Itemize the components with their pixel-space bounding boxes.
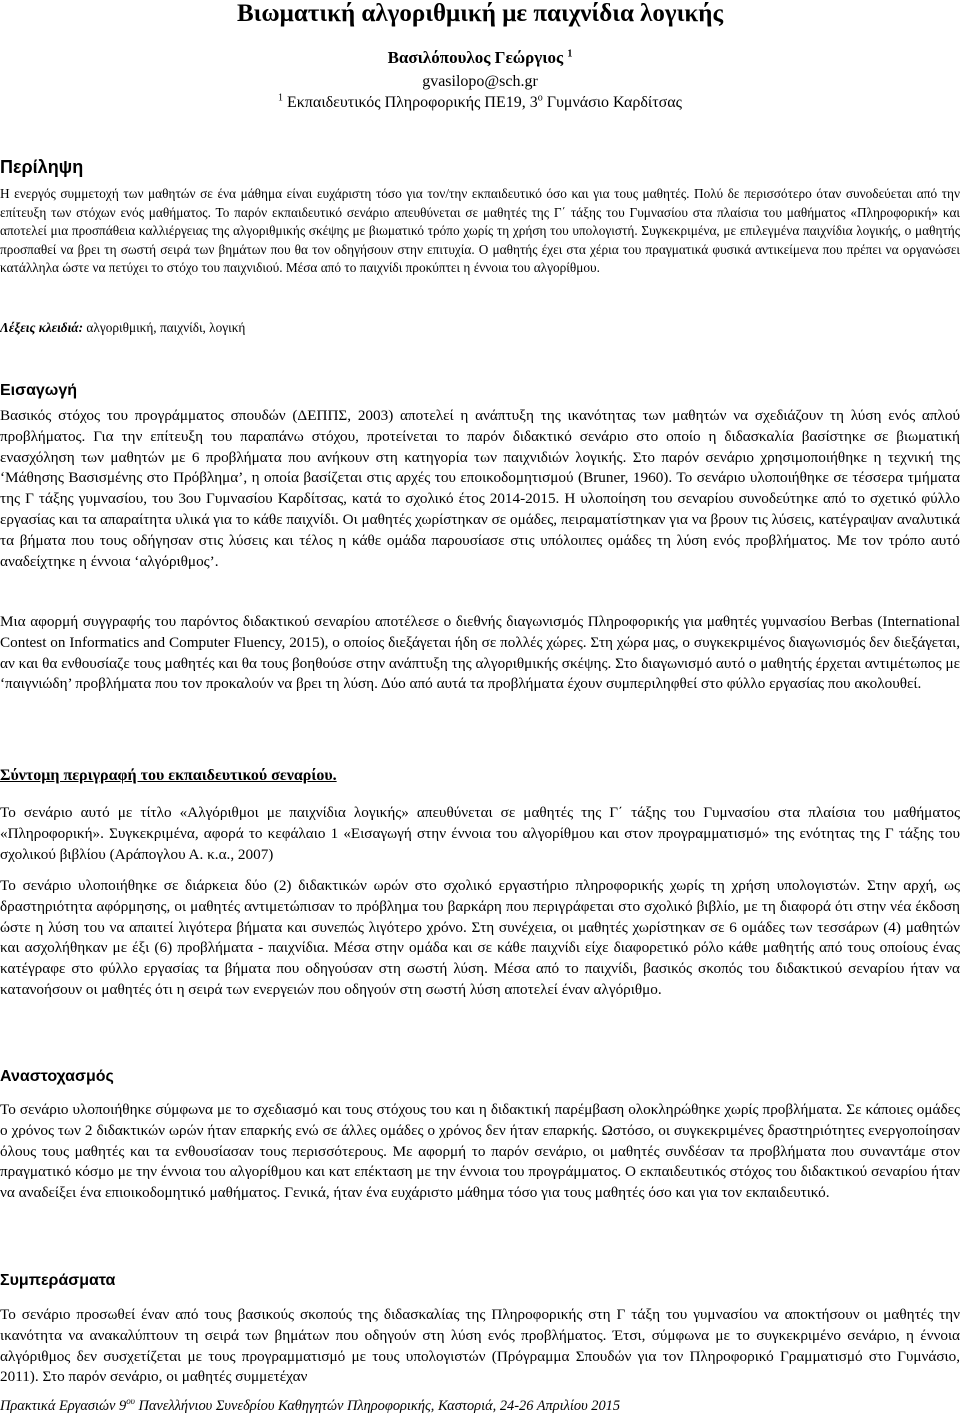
footer-rest: Πανελλήνιου Συνεδρίου Καθηγητών Πληροφορικής, Καστοριά, 24-26 Απριλίου 2015 bbox=[134, 1397, 621, 1414]
author-superscript: 1 bbox=[567, 48, 573, 60]
reflection-paragraph: Το σενάριο υλοποιήθηκε σύμφωνα με το σχεδιασμό και τους στόχους του και η διδακτική παρέμβαση ολοκληρώθηκε χωρίς προβλήματα. Σε κάποιες ομάδες ο χρόνος των 2 διδακτικών ωρών ήταν επαρκής ενώ σε άλλες ομάδες ο χρόνος δεν ήταν επαρκής. Ωστόσο, οι συγκεκριμένες δραστηριότητες ενεργοποίησαν όλους τους μαθητές και τα ενθουσίασαν τους περισσότερους. Με αφορμή το παρόν σενάριο, οι μαθητές συνδέσαν τα προβλήματα που συναντάμε στον πραγματικό κόσμο με την έννοια του αλγορίθμου και κατ επέκταση με την έννοια του προγράμματος. Ο εκπαιδευτικός στόχος του διδακτικού σεναρίου ήταν να αναδείξει ένα επιοικοδομητικό μαθήματος. Γενικά, ήταν ένα ευχάριστο μάθημα τόσο για τους μαθητές όσο και για τον εκπαιδευτικό. bbox=[0, 1101, 960, 1202]
reflection-heading: Αναστοχασμός bbox=[0, 1068, 114, 1085]
short-description-paragraph-1: Το σενάριο αυτό με τίτλο «Αλγόριθμοι με παιχνίδια λογικής» απευθύνεται σε μαθητές της Γ΄ τάξης του Γυμνασίου στα πλαίσια του μαθήματος «Πληροφορική». Συγκεκριμένα, αφορά το κεφάλαιο 1 «Εισαγωγή στην έννοια του αλγορίθμου και στον προγραμματισμό» της ενότητας της Γ τάξης του σχολικού βιβλίου (Αράπογλου Α. κ.α., 2007) bbox=[0, 804, 960, 863]
author-name: Βασιλόπουλος Γεώργιος bbox=[387, 48, 564, 67]
author-email[interactable]: gvasilopo@sch.gr bbox=[422, 73, 538, 90]
conclusions-heading: Συμπεράσματα bbox=[0, 1272, 116, 1289]
intro-heading: Εισαγωγή bbox=[0, 382, 77, 399]
affiliation-superscript: 1 bbox=[278, 92, 284, 104]
author-line bbox=[0, 48, 960, 68]
keywords-line bbox=[0, 319, 960, 337]
author-affiliation bbox=[0, 93, 960, 113]
affiliation-ordinal: ο bbox=[537, 92, 543, 104]
keywords-label: Λέξεις κλειδιά: bbox=[0, 320, 84, 335]
abstract-heading: Περίληψη bbox=[0, 157, 84, 177]
affiliation-school: Γυμνάσιο Καρδίτσας bbox=[542, 94, 682, 111]
short-description-paragraph-2: Το σενάριο υλοποιήθηκε σε διάρκεια δύο (2) διδακτικών ωρών στο σχολικό εργαστήριο πληροφορικής χωρίς τη χρήση υπολογιστών. Στην αρχή, ως δραστηριότητα αφόρμησης, οι μαθητές αντιμετώπισαν το πρόβλημα του βαρκάρη που περιγράφεται στο σχολικό βιβλίο, με τη διαφορά ότι στην νέα έκδοση ώστε η λύση του να απαιτεί λιγότερα βήματα και συνεπώς λιγότερο χρόνο. Στη συνέχεια, οι μαθητές χωρίστηκαν σε 6 ομάδες των τεσσάρων (4) μαθητών και ασχολήθηκαν με έξι (6) προβλήματα - παιχνίδια. Μέσα στην ομάδα και σε κάθε παιχνίδι είχε διαφορετικό ρόλο κάθε μαθητής από τους οποίους ένας κατέγραφε στο φύλλο εργασίας τα βήματα που οδηγούσαν στη σωστή λύση. Μέσα από το παιχνίδι, βασικός σκοπός του διδακτικού σεναρίου ήταν να κατανοήσουν οι μαθητές ότι η σειρά των ενεργειών που οδηγούν στη σωστή λύση αποτελεί έναν αλγόριθμο. bbox=[0, 877, 960, 998]
keywords-list: αλγοριθμική, παιχνίδι, λογική bbox=[83, 320, 246, 335]
short-description-heading: Σύντομη περιγραφή του εκπαιδευτικού σεναρίου. bbox=[0, 767, 337, 784]
footer-ordinal: ου bbox=[126, 1396, 135, 1406]
paper-title: Βιωματική αλγοριθμική με παιχνίδια λογικής bbox=[236, 0, 724, 27]
intro-paragraph-2: Μια αφορμή συγγραφής του παρόντος διδακτικού σεναρίου αποτέλεσε ο διεθνής διαγωνισμός Πληροφορικής για μαθητές γυμνασίου Berbas (International Contest on Informatics and Computer Fluency, 2015), ο οποίος διεξάγεται ήδη σε πολλές χώρες. Στη χώρα μας, ο συγκεκριμένος διαγωνισμός δεν διεξάγεται, αν και θα ενθουσίαζε τους μαθητές και θα τους βοηθούσε στην ανάπτυξη της αλγοριθμικής σκέψης. Στο διαγωνισμό αυτό ο μαθητής έρχεται αντιμέτωπος με ‘παιγνιώδη’ προβλήματα που τον προκαλούν να βρει τη λύση. Δύο από αυτά τα προβλήματα έχουν συμπεριληφθεί στο φύλλο εργασίας που ακολουθεί. bbox=[0, 613, 960, 693]
footer-prefix: Πρακτικά Εργασιών 9 bbox=[0, 1397, 127, 1414]
conclusions-paragraph: Το σενάριο προσωθεί έναν από τους βασικούς σκοπούς της διδασκαλίας της Πληροφορικής στη Γ τάξη του γυμνασίου να αποκτήσουν οι μαθητές την ικανότητα να ανακαλύπτουν τη σειρά των βημάτων που οδηγούν στη λύση ενός προβλήματος. Έτσι, σύμφωνα με το συγκεκριμένο σενάριο, η έννοια αλγόριθμος δεν συσχετίζεται με τους προγραμματισμό με τους υπολογιστών (Πρόγραμμα Σπουδών για τον Πληροφορικό Γραμματισμό στο Γυμνάσιο, 2011). Στο παρόν σενάριο, οι μαθητές συμμετέχαν bbox=[0, 1306, 960, 1386]
proceedings-footer bbox=[0, 1391, 960, 1416]
intro-paragraph-1: Βασικός στόχος του προγράμματος σπουδών (ΔΕΠΠΣ, 2003) αποτελεί η ανάπτυξη της ικανότητας των μαθητών να σχεδιάζουν τη λύση ενός απλού προβλήματος. Για την επίτευξη του παραπάνω στόχου, προτείνεται το παρόν διδακτικό σενάριο στο οποίο η διδασκαλία βασίστηκε σε βιωματική ενασχόληση των μαθητών με 6 προβλήματα που ανήκουν στη κατηγορία των παιχνιδιών λογικής. Στο παρόν σενάριο χρησιμοποιήθηκε η τεχνική της ‘Μάθησης Βασισμένης στο Πρόβλημα’, η οποία βασίζεται στις αρχές του εποικοδομητισμού (Bruner, 1960). Το σενάριο υλοποιήθηκε σε τέσσερα τμήματα της Γ τάξης γυμνασίου, του 3ου Γυμνασίου Καρδίτσας, κατά το σχολικό έτος 2014-2015. Η υλοποίηση του σεναρίου συνοδεύτηκε από το σχετικό φύλλο εργασίας και τα απαραίτητα υλικά για το κάθε παιχνίδι. Οι μαθητές χωρίστηκαν σε ομάδες, πειραματίστηκαν για να βρουν τις λύσεις, κατέγραψαν αναλυτικά τα βήματα που τους οδήγησαν στις λύσεις και τέλος η κάθε ομάδα παρουσίασε στις υπόλοιπες ομάδες τη λύση ενός προβλήματος. Με τον τρόπο αυτό αναδείχτηκε η έννοια ‘αλγόριθμος’. bbox=[0, 407, 960, 570]
affiliation-text: Εκπαιδευτικός Πληροφορικής ΠΕ19, 3 bbox=[287, 94, 538, 111]
abstract-text: Η ενεργός συμμετοχή των μαθητών σε ένα μάθημα είναι ευχάριστη τόσο για τον/την εκπαιδευτικό όσο και για τους μαθητές. Πολύ δε περισσότερο όταν συνοδεύεται από την επίτευξη των στόχων ενός μαθήματος. Το παρόν εκπαιδευτικό σενάριο απευθύνεται σε μαθητές της Γ΄ τάξης του Γυμνασίου στα πλαίσια του μαθήματος «Πληροφορική» και αποτελεί μια προσπάθεια καλλιέργειας της αλγοριθμικής σκέψης με βιωματικό τρόπο χωρίς τη χρήση του υπολογιστή. Συγκεκριμένα, με επιλεγμένα παιχνίδια λογικής, ο μαθητής προσπαθεί να βρει τη σωστή σειρά των βημάτων που θα τον οδηγήσουν στην επιτυχία. Ο μαθητής έχει στα χέρια του πραγματικά φυσικά αντικείμενα που πρέπει να οργανώσει κατάλληλα ώστε να πετύχει το στόχο του παιχνιδιού. Μέσα από το παιχνίδι προκύπτει η έννοια του αλγορίθμου. bbox=[0, 186, 960, 276]
